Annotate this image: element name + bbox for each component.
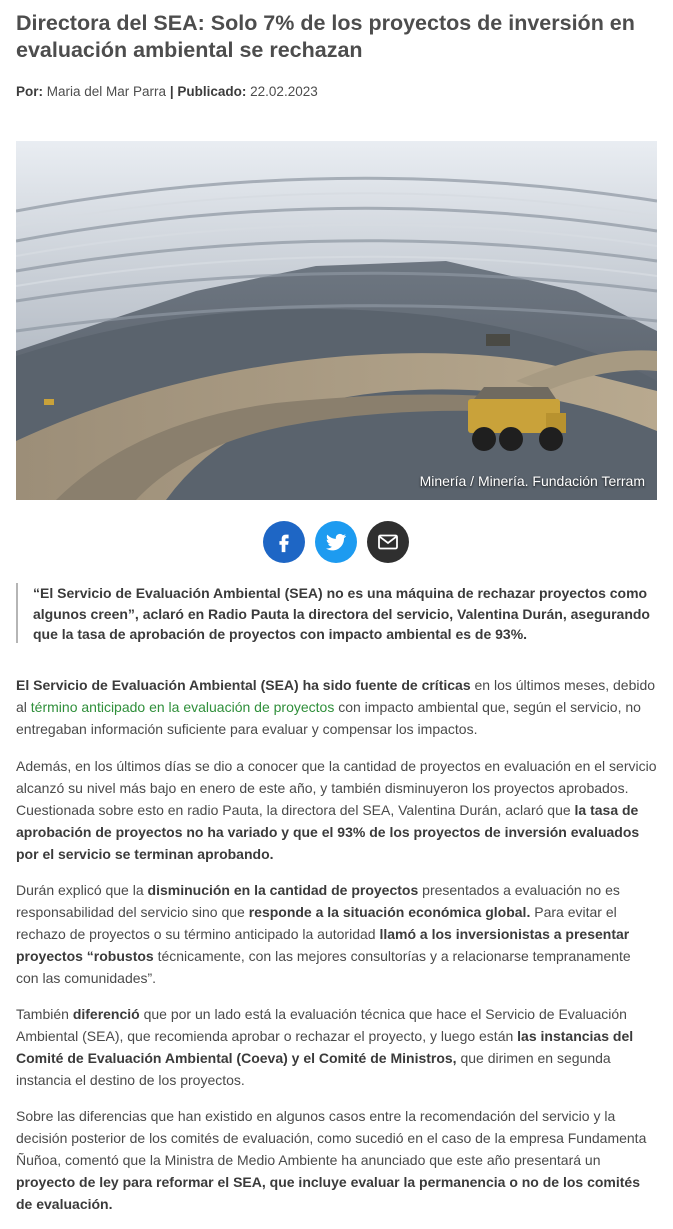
emphasis: proyecto de ley para reformar el SEA, que incluye evaluar la permanencia o no de los comités de evaluación.: [16, 1174, 641, 1212]
body-text: con impacto ambiental que, según el servicio, no entregaban información suficiente para evaluar y compensar los impactos.: [16, 699, 641, 737]
paragraph-3: [16, 879, 657, 989]
body-text: También: [16, 1006, 73, 1022]
byline: [16, 83, 657, 101]
paragraph-5: [16, 1105, 657, 1215]
byline-separator: |: [169, 84, 174, 99]
emphasis: llamó a los inversionistas a presentar proyectos “robustos: [16, 926, 630, 964]
body-text: presentados a evaluación no es responsabilidad del servicio sino que: [16, 882, 620, 920]
emphasis: diferenció: [72, 1006, 140, 1022]
body-text: que por un lado está la evaluación técnica que hace el Servicio de Evaluación Ambiental (SEA), que recomienda aprobar o rechazar el proyecto, y luego están: [16, 1006, 627, 1044]
email-icon: [376, 530, 400, 554]
body-text: Sobre las diferencias que han existido en algunos casos entre la recomendación del servicio y la decisión posterior de los comités de evaluación, como sucedió en el caso de la empresa Fundamenta Ñuñoa, comentó que la Ministra de Medio Ambiente ha anunciado que este año presentará un: [16, 1108, 647, 1168]
body-text: Durán explicó que la: [16, 882, 148, 898]
haul-truck: [468, 387, 566, 451]
author-name[interactable]: Maria del Mar Parra: [46, 84, 167, 99]
body-text: técnicamente, con las mejores consultorías y a relacionarse tempranamente con las comunidades”.: [16, 948, 631, 986]
body-text: en los últimos meses, debido al: [16, 677, 656, 715]
inline-link[interactable]: término anticipado en la evaluación de proyectos: [30, 699, 335, 715]
emphasis: responde a la situación económica global.: [248, 904, 531, 920]
pull-quote-text: “El Servicio de Evaluación Ambiental (SEA) no es una máquina de rechazar proyectos como algunos creen”, aclaró en Radio Pauta la directora del servicio, Valentina Durán, asegurando que la tasa de aprobación de proyectos con impacto ambiental es de 93%.: [33, 585, 650, 642]
author-label: Por:: [16, 84, 43, 99]
share-buttons: [263, 521, 411, 563]
twitter-share-button[interactable]: [315, 521, 357, 563]
mining-photo: [16, 141, 657, 500]
body-text: que dirimen en segunda instancia el destino de los proyectos.: [16, 1050, 611, 1088]
body-text: Para evitar el rechazo de proyectos o su término anticipado la autoridad: [16, 904, 617, 942]
article-image: [16, 141, 657, 500]
article-title: Directora del SEA: Solo 7% de los proyectos de inversión en evaluación ambiental se rechazan: [16, 11, 635, 62]
published-label: Publicado:: [177, 84, 247, 99]
emphasis: El Servicio de Evaluación Ambiental (SEA) ha sido fuente de críticas: [16, 677, 471, 693]
image-caption: Minería / Minería. Fundación Terram: [419, 473, 645, 489]
body-text: Además, en los últimos días se dio a conocer que la cantidad de proyectos en evaluación en el servicio alcanzó su nivel más bajo en enero de este año, y también disminuyeron los proyectos aprobados. Cuestionada sobre esto en radio Pauta, la directora del SEA, Valentina Durán, aclaró que: [16, 758, 657, 818]
paragraph-1: [16, 674, 657, 740]
emphasis: la tasa de aprobación de proyectos no ha variado y que el 93% de los proyectos de inversión evaluados por el servicio se terminan aprobando.: [16, 802, 640, 862]
twitter-icon: [324, 530, 348, 554]
published-date: 22.02.2023: [250, 84, 318, 99]
facebook-icon: [273, 531, 295, 553]
emphasis: las instancias del Comité de Evaluación Ambiental (Coeva) y el Comité de Ministros,: [16, 1028, 634, 1066]
email-share-button[interactable]: [367, 521, 409, 563]
paragraph-4: [16, 1003, 657, 1091]
pull-quote: [16, 583, 657, 643]
paragraph-2: [16, 755, 657, 865]
emphasis: disminución en la cantidad de proyectos: [147, 882, 419, 898]
facebook-share-button[interactable]: [263, 521, 305, 563]
